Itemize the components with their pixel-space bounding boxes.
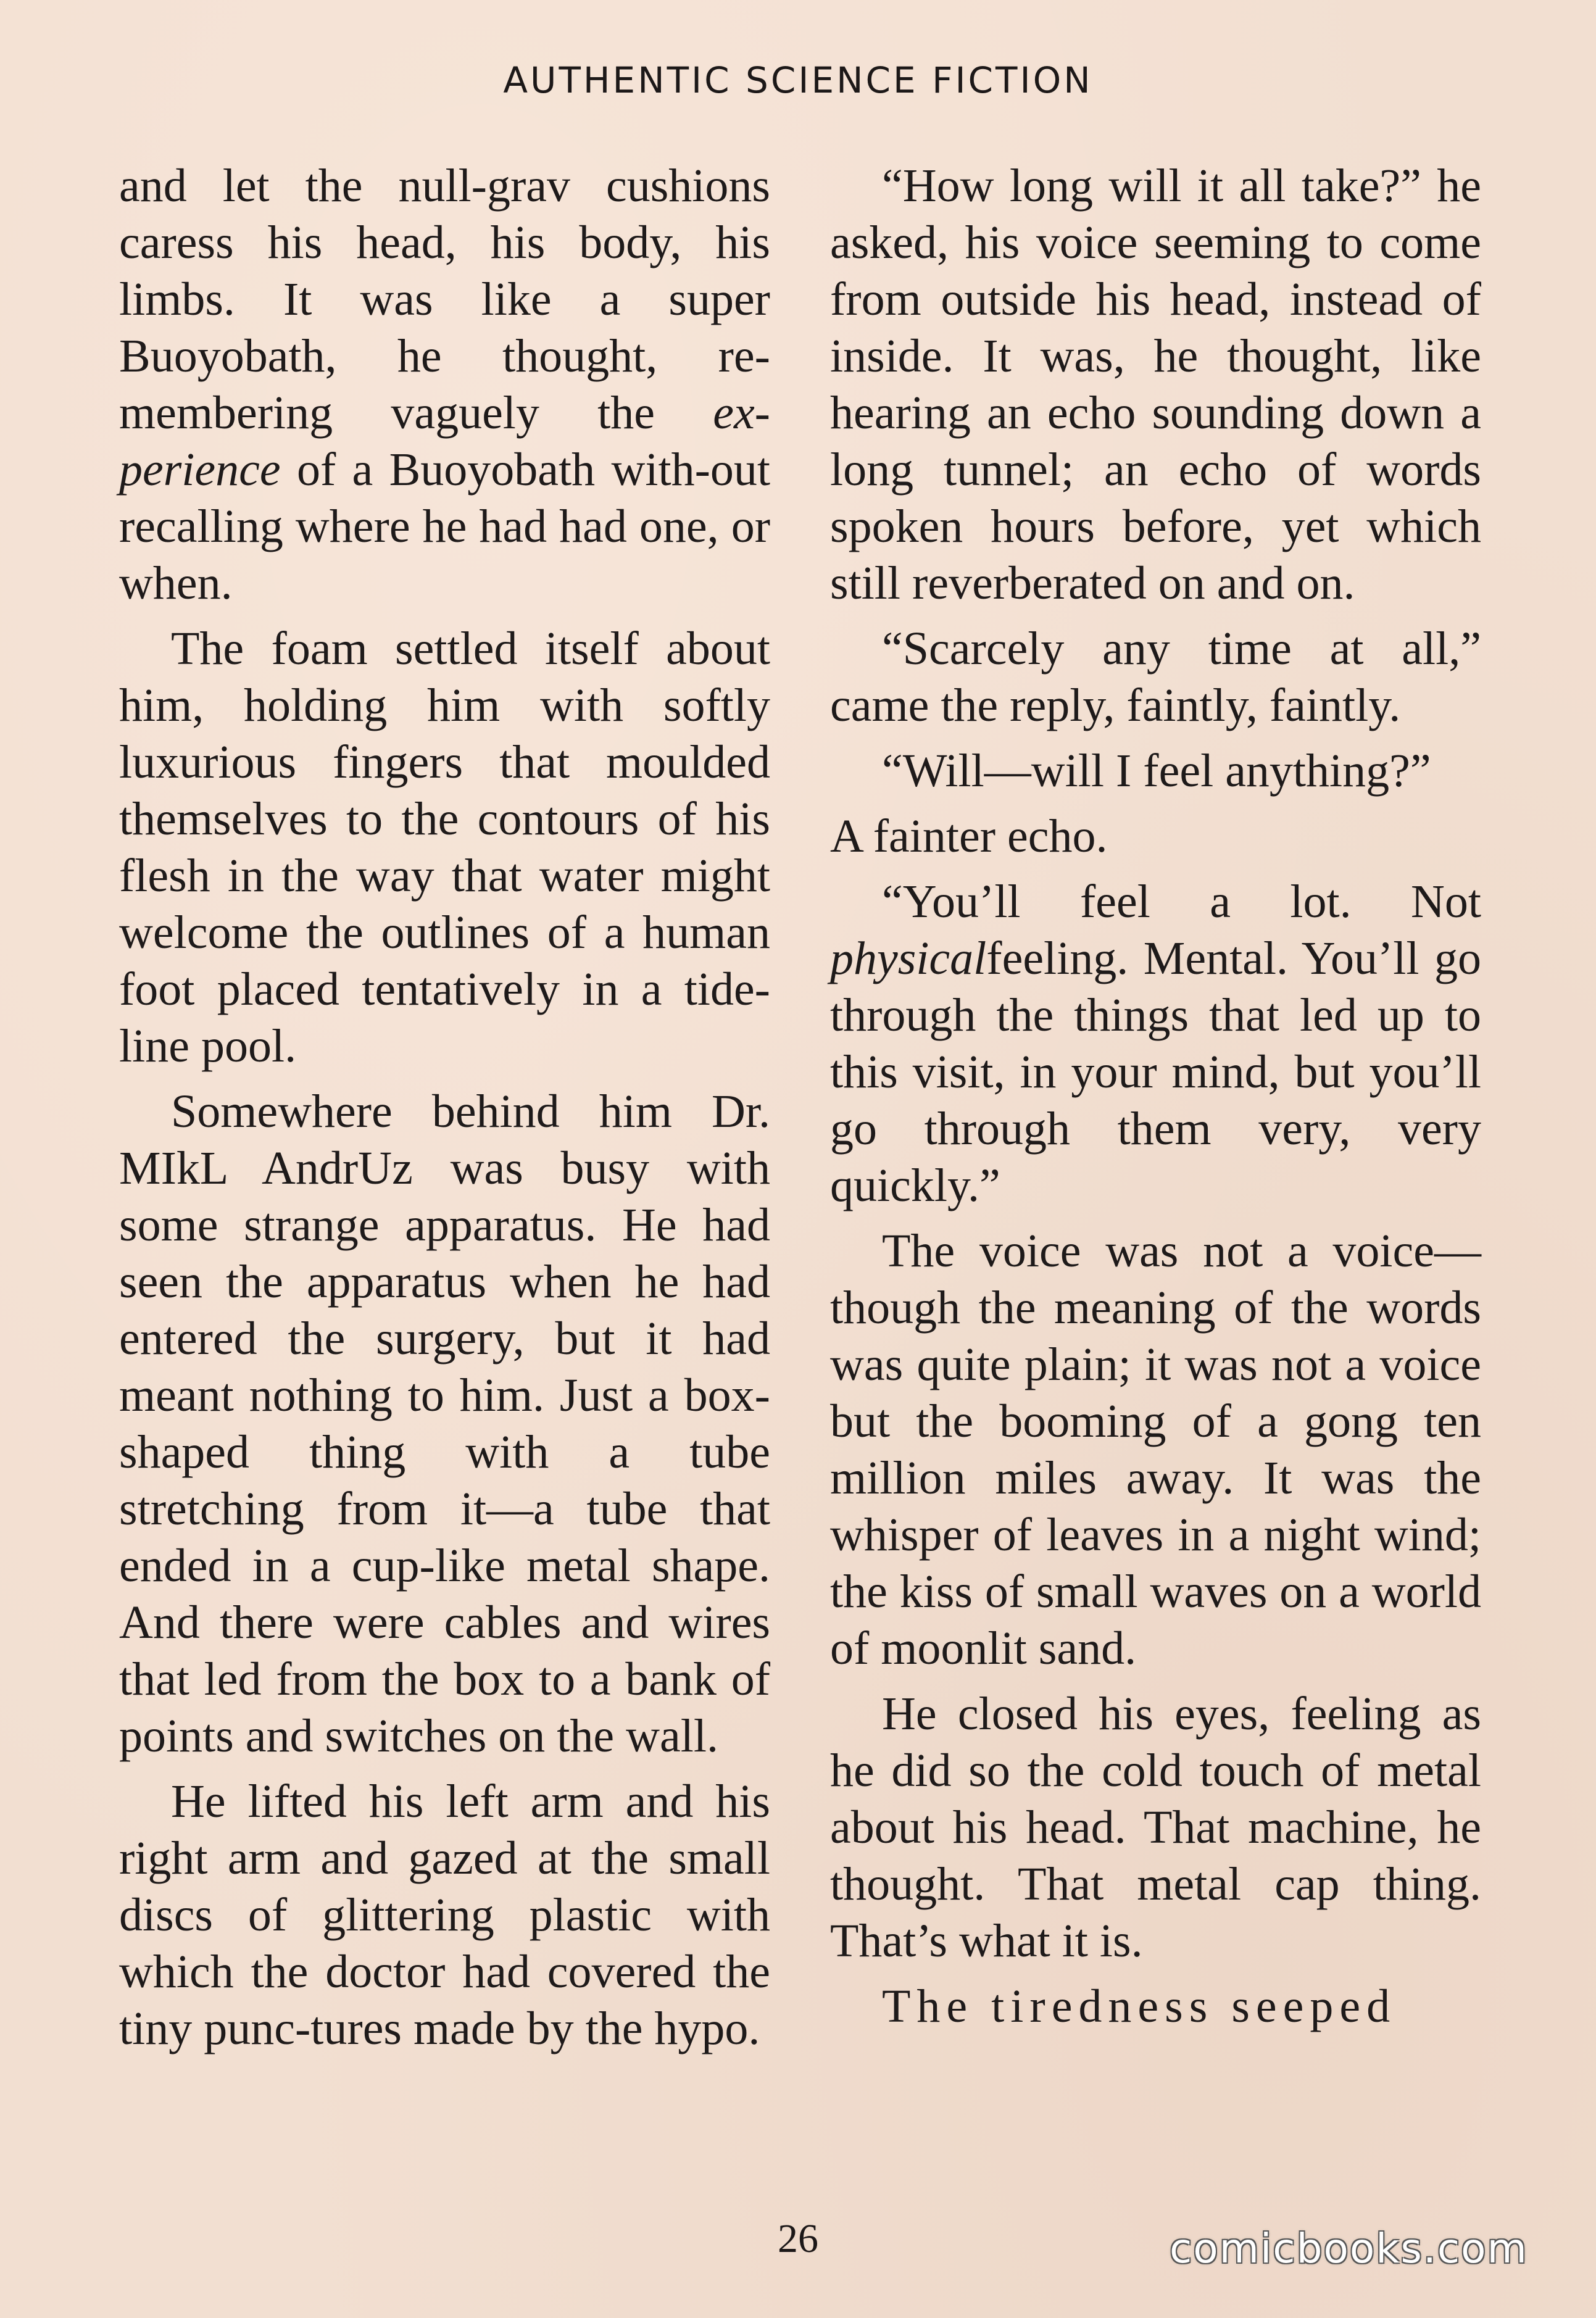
page-number: 26: [778, 2216, 818, 2261]
paragraph-left-1: [119, 157, 770, 612]
left-column: [119, 157, 770, 2066]
paragraph-left-3: Somewhere behind him Dr. MIkL AndrUz was busy with some strange apparatus. He had seen the apparatus when he had entered the surgery, but it had meant nothing to him. Just a box-shaped thing with a tube stretching from it—a tube that ended in a cup-like metal shape. And there were cables and wires that led from the box to a bank of points and switches on the wall.: [119, 1086, 770, 1762]
paragraph-left-1-start: and let the null-grav cushions caress his head, his body, his limbs. It was like a super Buoyobath, he thought, re-membering vaguely the: [119, 160, 770, 439]
paragraph-right-5-end: feeling. Mental. You’ll go through the things that led up to this visit, in your mind, but you’ll go through them very, very quickly.”: [830, 933, 1481, 1211]
italic-physical: physical: [830, 933, 987, 984]
italic-experience: ex-perience: [119, 387, 770, 496]
paragraph-right-6: The voice was not a voice— though the meaning of the words was quite plain; it was not a voice but the booming of a gong ten million miles away. It was the whisper of leaves in a night wind; the kiss of small waves on a world of moonlit sand.: [830, 1225, 1481, 1674]
paragraph-right-7: He closed his eyes, feeling as he did so the cold touch of metal about his head. That machine, he thought. That metal cap thing. That’s what it is.: [830, 1688, 1481, 1967]
paragraph-left-4: He lifted his left arm and his right arm and gazed at the small discs of glittering plastic with which the doctor had covered the tiny punc-tures made by the hypo.: [119, 1776, 770, 2054]
paragraph-right-1: “How long will it all take?” he asked, his voice seeming to come from outside his head, instead of inside. It was, he thought, like hearing an echo sounding down a long tunnel; an echo of words spoken hours before, yet which still reverberated on and on.: [830, 160, 1481, 609]
paragraph-right-8: The tiredness seeped: [882, 1980, 1397, 2032]
paragraph-right-5-start: “You’ll feel a lot. Not: [882, 876, 1481, 928]
paragraph-right-4: A fainter echo.: [830, 810, 1108, 862]
paragraph-right-2: “Scarcely any time at all,” came the reply, faintly, faintly.: [830, 623, 1481, 731]
running-header: AUTHENTIC SCIENCE FICTION: [503, 59, 1093, 101]
paragraph-left-2: The foam settled itself about him, holding him with softly luxurious fingers that moulded themselves to the contours of his flesh in the way that water might welcome the outlines of a human foot placed tentatively in a tide-line pool.: [119, 623, 770, 1072]
paragraph-left-1-end: of a Buoyobath with-out recalling where he had had one, or when.: [119, 444, 770, 609]
watermark: comicbooks.com: [1170, 2225, 1528, 2272]
paragraph-right-5: [830, 873, 1481, 1214]
right-column: [830, 157, 1481, 2043]
paragraph-right-3: “Will—will I feel anything?”: [882, 745, 1431, 797]
